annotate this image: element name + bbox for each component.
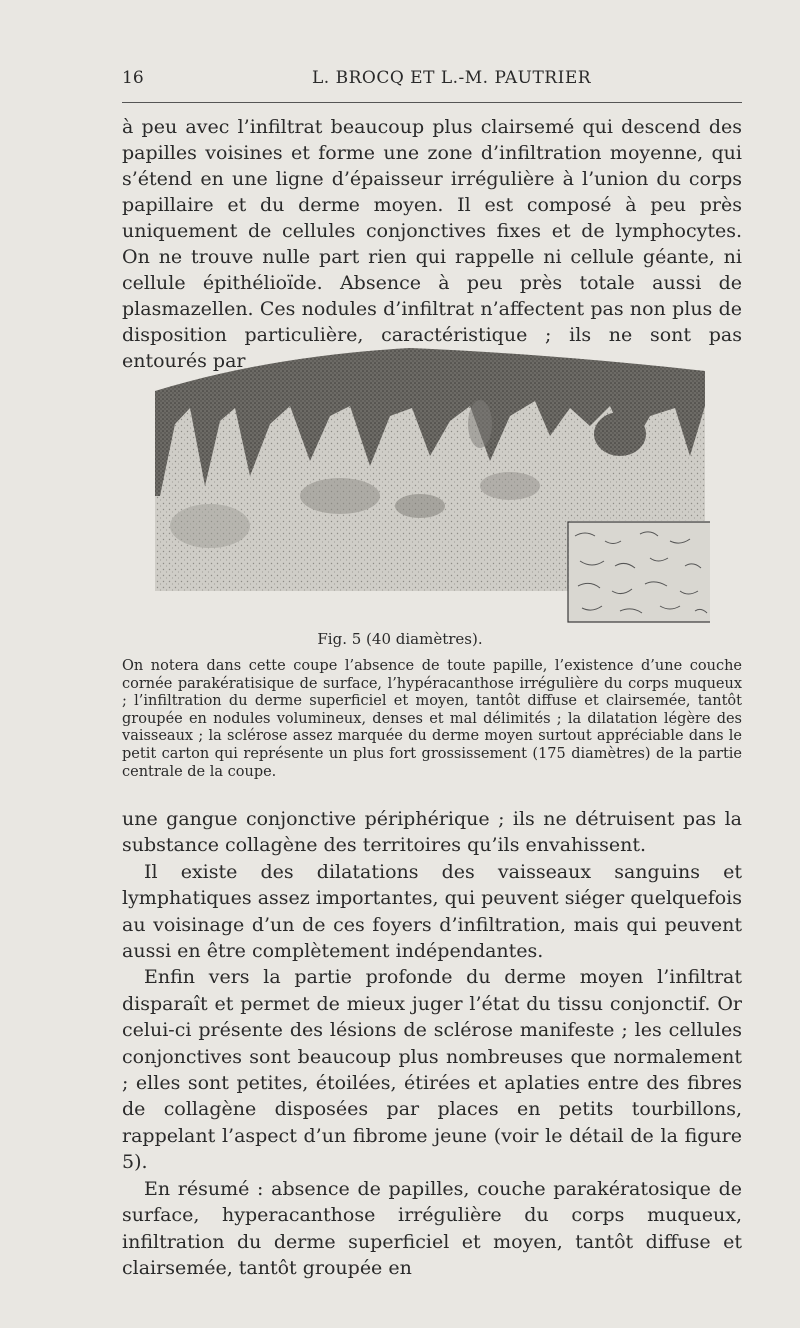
body-paragraph: En résumé : absence de papilles, couche parakératosique de surface, hyperacanthose irrégulière du corps muqueux, infiltration du derme superficiel et moyen, tantôt diffuse et clairsemée, tantôt groupée en: [122, 1177, 742, 1279]
figure-caption: Fig. 5 (40 diamètres).: [317, 630, 483, 648]
histology-section-illustration: [150, 346, 710, 626]
histology-figure: [150, 346, 710, 626]
body-paragraph: Enfin vers la partie profonde du derme moyen l’infiltrat disparaît et permet de mieux juger l’état du tissu conjonctif. Or celui-ci présente des lésions de sclérose manifeste ; les cellules conjonctives sont beaucoup plus nombreuses que normalement ; elles sont petites, étoilées, étirées et aplaties entre des fibres de collagène disposées par places en petits tourbillons, rappelant l’aspect d’un fibrome jeune (voir le détail de la figure 5).: [122, 966, 742, 1174]
page-number: 16: [122, 68, 144, 88]
body-paragraph: Il existe des dilatations des vaisseaux sanguins et lymphatiques assez importantes, qui peuvent siéger quelquefois au voisinage d’un de ces foyers d’infiltration, mais qui peuvent aussi en être complètement indépendantes.: [122, 860, 742, 963]
page-header: [122, 64, 742, 94]
running-head: L. BROCQ ET L.-M. PAUTRIER: [312, 68, 592, 88]
body-text: [122, 806, 742, 1281]
figure-legend: On notera dans cette coupe l’absence de toute papille, l’existence d’une couche cornée parakératisique de surface, l’hypéracanthose irrégulière du corps muqueux ; l’infiltration du derme superficiel et moyen, tantôt diffuse et clairsemée, tantôt groupée en nodules volumineux, denses et mal délimités ; la dilatation légère des vaisseaux ; la sclérose assez marquée du derme moyen surtout appréciable dans le petit carton qui représente un plus fort grossissement (175 diamètres) de la partie centrale de la coupe.: [122, 658, 742, 780]
top-paragraph: à peu avec l’infiltrat beaucoup plus clairsemé qui descend des papilles voisines et forme une zone d’infiltration moyenne, qui s’étend en une ligne d’épaisseur irrégulière à l’union du corps papillaire et du derme moyen. Il est composé à peu près uniquement de cellules conjonctives fixes et de lymphocytes. On ne trouve nulle part rien qui rappelle ni cellule géante, ni cellule épithélioïde. Absence à peu près totale aussi de plasmazellen. Ces nodules d’infiltrat n’affectent pas non plus de disposition particulière, caractéristique ; ils ne sont pas entourés par: [122, 116, 742, 372]
body-paragraph: une gangue conjonctive périphérique ; ils ne détruisent pas la substance collagène des territoires qu’ils envahissent.: [122, 808, 742, 857]
header-rule: [122, 102, 742, 103]
